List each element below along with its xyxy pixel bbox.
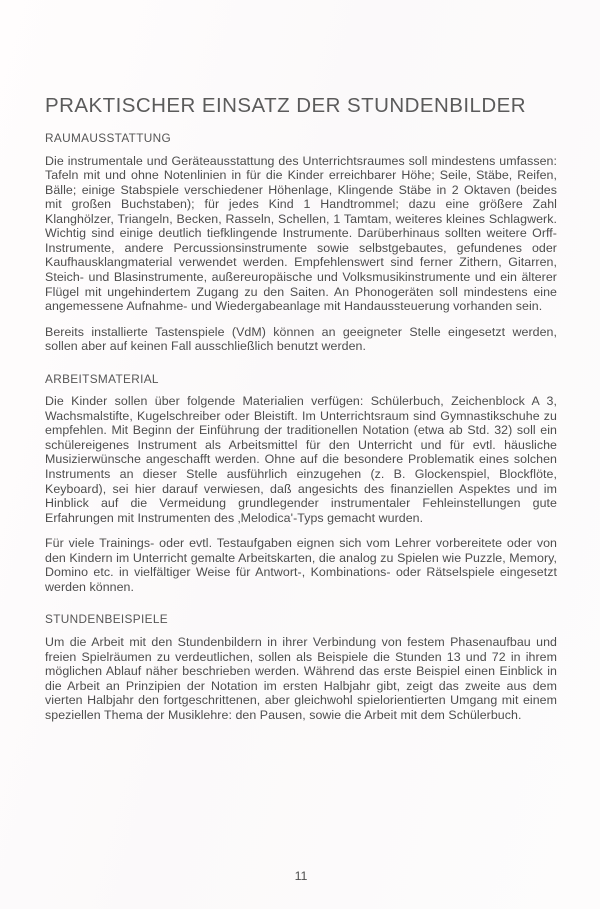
paragraph: Die Kinder sollen über folgende Materialien verfügen: Schülerbuch, Zeichenblock A 3, Wachsmalstifte, Kugelschreiber oder Bleistift. Im Unterrichtsraum sind Gymnastikschuhe zu empfehlen. Mit Beginn der Einführung der traditionellen Notation (etwa ab Std. 32) soll ein schülereigenes Instrument als Arbeitsmittel für den Unterricht und für evtl. häusliche Musizierwünsche angeschafft werden. Ohne auf die besondere Problematik eines solchen Instruments an dieser Stelle ausführlich einzugehen (z. B. Glockenspiel, Blockflöte, Keyboard), sei hier darauf verwiesen, daß angesichts des finanziellen Aspektes und im Hinblick auf die Vermeidung grundlegender instrumentaler Fehleinstellungen gute Erfahrungen mit Instrumenten des ‚Melodica'-Typs gemacht wurden.: [45, 394, 557, 525]
section-arbeitsmaterial: [45, 372, 557, 595]
page-number: 11: [294, 869, 308, 883]
section-stundenbeispiele: [45, 612, 557, 722]
section-heading-stundenbeispiele: STUNDENBEISPIELE: [45, 612, 168, 627]
paragraph: Die instrumentale und Geräteausstattung des Unterrichtsraumes soll mindestens umfassen: Tafeln mit und ohne Notenlinien in für die Kinder erreichbarer Höhe; Seile, Stäbe, Reifen, Bälle; einige Stabspiele verschiedener Höhenlage, Klingende Stäbe in 2 Oktaven (beides mit großen Buchstaben); für jedes Kind 1 Handtrommel; dazu eine größere Zahl Klanghölzer, Triangeln, Becken, Rasseln, Schellen, 1 Tamtam, weiteres kleines Schlagwerk. Wichtig sind einige deutlich tiefklingende Instrumente. Darüberhinaus sollten weitere Orff-Instrumente, andere Percussionsinstrumente sowie selbstgebautes, gefundenes oder Kaufhausklangmaterial verwendet werden. Empfehlenswert sind ferner Zithern, Gitarren, Steich- und Blasinstrumente, außereuropäische und Volksmusikinstrumente und ein älterer Flügel mit ungehindertem Zugang zu den Saiten. An Phonogeräten soll mindestens eine angemessene Aufnahme- und Wiedergabeanlage mit Handaussteuerung vorhanden sein.: [45, 153, 557, 314]
section-heading-raumausstattung: RAUMAUSSTATTUNG: [45, 131, 172, 145]
paragraph: Für viele Trainings- oder evtl. Testaufgaben eignen sich vom Lehrer vorbereitete oder von den Kindern im Unterricht gemalte Arbeitskarten, die analog zu Spielen wie Puzzle, Memory, Domino etc. in vielfältiger Weise für Antwort-, Kombinations- oder Rätselspiele eingesetzt werden können.: [45, 536, 557, 594]
section-raumausstattung: [45, 131, 557, 354]
document-body: [45, 131, 557, 733]
paragraph: Um die Arbeit mit den Stundenbildern in ihrer Verbindung von festem Phasenaufbau und freien Spielräumen zu verdeutlichen, sollen als Beispiele die Stunden 13 und 72 in ihrem möglichen Ablauf näher beschrieben werden. Während das erste Beispiel einen Einblick in die Arbeit an Prinzipien der Notation im ersten Halbjahr gibt, zeigt das zweite aus dem vierten Halbjahr den fortgeschrittenen, aber gleichwohl spielorientierten Umgang mit einem speziellen Thema der Musiklehre: den Pausen, sowie die Arbeit mit dem Schülerbuch.: [45, 635, 557, 722]
section-heading-arbeitsmaterial: ARBEITSMATERIAL: [45, 371, 159, 386]
page-title: PRAKTISCHER EINSATZ DER STUNDENBILDER: [45, 93, 527, 117]
page-content-area: [45, 0, 557, 909]
paragraph: Bereits installierte Tastenspiele (VdM) können an geeigneter Stelle eingesetzt werden, sollen aber auf keinen Fall ausschließlich benutzt werden.: [45, 324, 557, 354]
